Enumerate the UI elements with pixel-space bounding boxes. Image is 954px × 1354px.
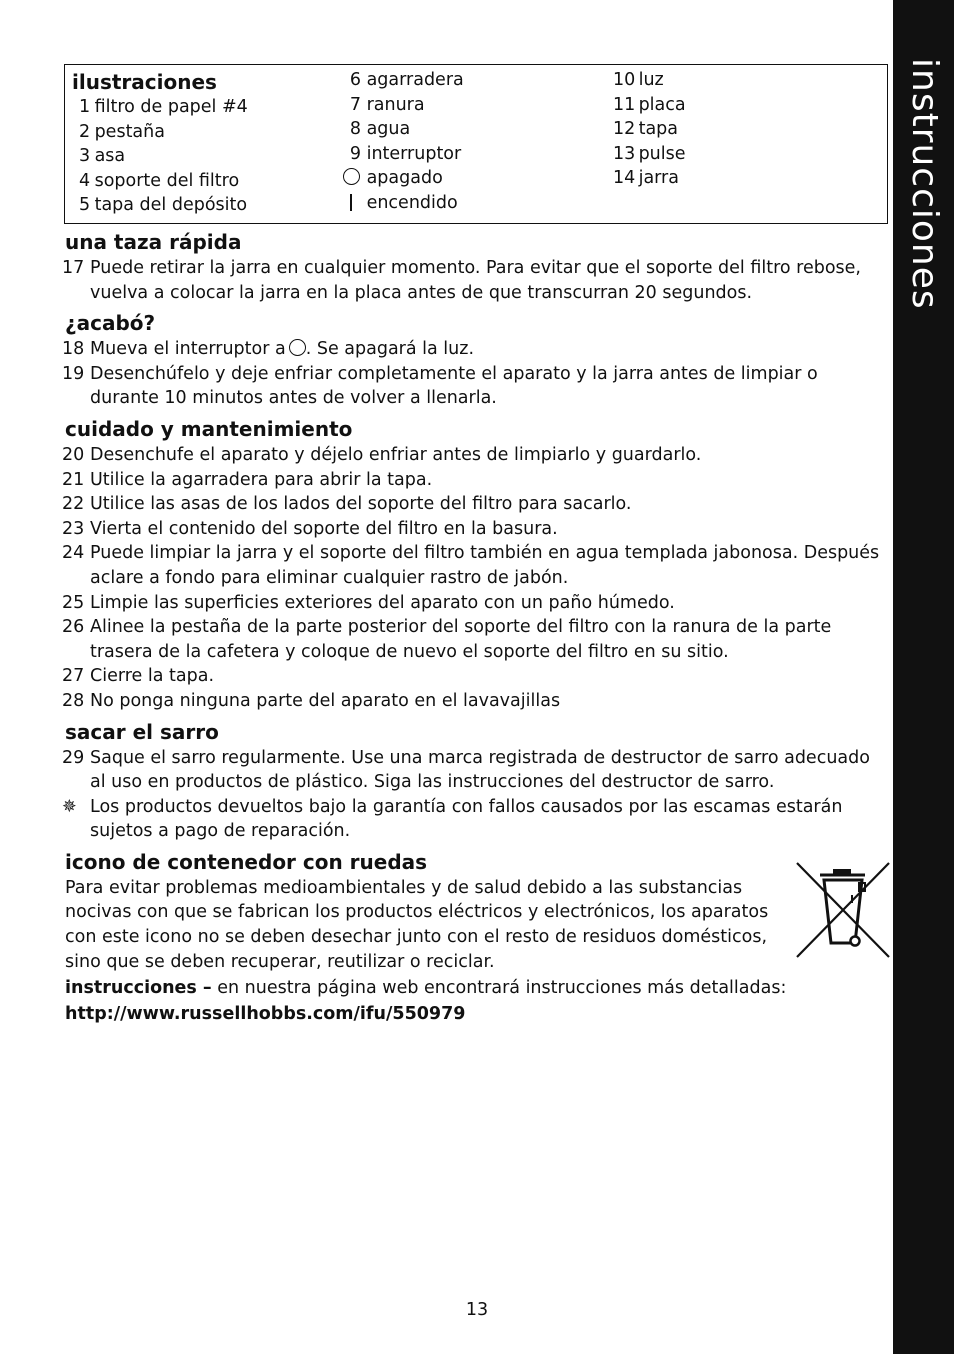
section-heading: cuidado y mantenimiento (65, 416, 353, 441)
list-item: 13 pulse (613, 143, 686, 164)
step-item: 26 Alinee la pestaña de la parte posterior del soporte del filtro con la ranura de la parte trasera de la cafetera y coloque de nuevo el soporte del filtro en su sitio. (62, 617, 832, 662)
step-list (62, 443, 890, 714)
step-list (62, 337, 890, 411)
circle-icon (343, 168, 360, 185)
step-item: 20 Desenchufe el aparato y déjelo enfriar antes de limpiarlo y guardarlo. (62, 444, 702, 465)
step-item: 27 Cierre la tapa. (62, 666, 215, 687)
illustrations-title: ilustraciones (72, 70, 217, 94)
illustrations-box (64, 64, 888, 224)
step-item: 28 No ponga ninguna parte del aparato en el lavavajillas (62, 690, 561, 711)
step-list (62, 256, 890, 305)
step-item: 18 Mueva el interruptor a . Se apagará la luz. (62, 339, 475, 360)
step-list (62, 746, 890, 844)
step-item: 25 Limpie las superficies exteriores del aparato con un paño húmedo. (62, 592, 675, 613)
step-item: 23 Vierta el contenido del soporte del filtro en la basura. (62, 518, 558, 539)
list-item: 10 luz (613, 70, 664, 90)
weee-text: Para evitar problemas medioambientales y de salud debido a las substancias nocivas con que se fabrican los productos eléctricos y electrónicos, los aparatos con este icono no se deben desechar junto con el resto de residuos domésticos, sino que se deben recuperar, reutilizar o reciclar. (65, 877, 769, 972)
list-item: 6 agarradera (349, 70, 464, 90)
list-item: 4 soporte del filtro (79, 170, 240, 191)
list-item: 12 tapa (613, 119, 678, 140)
instructions-url-link[interactable]: http://www.russellhobbs.com/ifu/550979 (65, 1004, 466, 1025)
section-heading: sacar el sarro (65, 719, 219, 744)
step-item: 22 Utilice las asas de los lados del soporte del filtro para sacarlo. (62, 494, 632, 515)
crossed-out-wheelie-bin-icon (795, 861, 891, 961)
list-item: 3 asa (79, 146, 126, 167)
section-heading: ¿acabó? (65, 311, 156, 336)
section-heading: icono de contenedor con ruedas (65, 849, 428, 874)
weee-block (62, 876, 890, 976)
illustrations-column-3 (613, 68, 686, 191)
list-item: 7 ranura (349, 94, 425, 115)
step-item: 24 Puede limpiar la jarra y el soporte del filtro también en agua templada jabonosa. Después aclare a fondo para eliminar cualquier rastro de jabón. (62, 543, 880, 588)
vertical-bar-icon (350, 194, 353, 211)
instructions-text: en nuestra página web encontrará instrucciones más detalladas: (217, 977, 787, 998)
step-item: ✵ Los productos devueltos bajo la garantía con fallos causados por las escamas estarán sujetos a pago de reparación. (62, 796, 843, 842)
list-item: 11 placa (613, 94, 686, 115)
step-item: 17 Puede retirar la jarra en cualquier momento. Para evitar que el soporte del filtro rebose, vuelva a colocar la jarra en la placa antes de que transcurran 20 segundos. (62, 258, 861, 303)
illustrations-column-1 (79, 95, 248, 218)
side-tab-title: instrucciones (904, 58, 945, 310)
list-item: encendido (341, 191, 464, 216)
section-heading: una taza rápida (65, 230, 242, 254)
list-item: 5 tapa del depósito (79, 195, 248, 216)
list-item: 9 interruptor (349, 143, 462, 164)
step-item: 21 Utilice la agarradera para abrir la tapa. (62, 469, 433, 490)
main-content (62, 228, 890, 1027)
page-number: 13 (465, 1300, 489, 1320)
circle-icon (289, 339, 306, 356)
instructions-label: instrucciones – (65, 977, 212, 998)
list-item: 8 agua (349, 119, 411, 140)
list-item: 1 filtro de papel #4 (79, 97, 248, 117)
list-item: 2 pestaña (79, 121, 165, 142)
step-item: 19 Desenchúfelo y deje enfriar completamente el aparato y la jarra antes de limpiar o durante 10 minutos antes de volver a llenarla. (62, 363, 818, 409)
warning-star-icon: ✵ (62, 796, 77, 817)
step-item: 29 Saque el sarro regularmente. Use una marca registrada de destructor de sarro adecuado al uso en productos de plástico. Siga las instrucciones del destructor de sarro. (62, 747, 870, 793)
illustrations-column-2 (341, 68, 464, 216)
instructions-line (62, 976, 890, 1001)
list-item: 14 jarra (613, 168, 679, 189)
list-item: apagado (341, 166, 464, 191)
